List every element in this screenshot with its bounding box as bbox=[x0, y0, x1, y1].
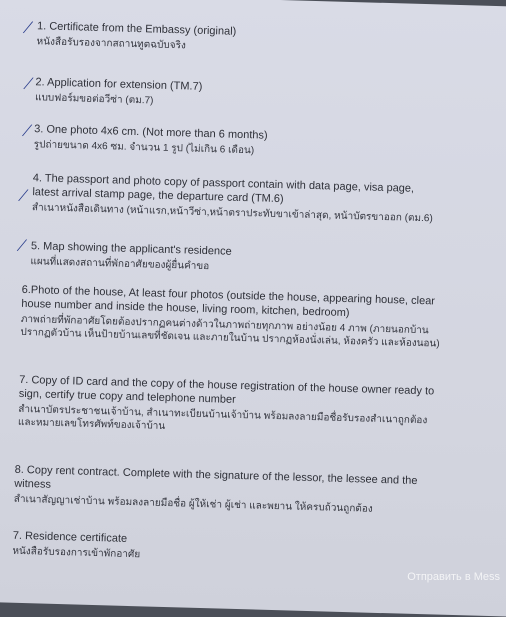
list-item-3 bbox=[34, 122, 445, 162]
item-6-english: 6.Photo of the house, At least four photos (outside the house, appearing house, clear house number and inside the house, living room, kitchen, bedroom) bbox=[21, 283, 442, 323]
item-4-thai: สำเนาหนังสือเดินทาง (หน้าแรก,หน้าวีซ่า,หน้าตราประทับขาเข้าล่าสุด, หน้าบัตรขาออก (ตม.6) bbox=[32, 201, 442, 225]
list-item-9 bbox=[12, 529, 433, 570]
item-1-english: 1. Certificate from the Embassy (original) bbox=[37, 19, 447, 44]
list-item-5 bbox=[30, 239, 441, 279]
item-2-thai: แบบฟอร์มขอต่อวีซ่า (ตม.7) bbox=[35, 91, 445, 115]
item-8-thai: สำเนาสัญญาเช่าบ้าน พร้อมลงลายมือชื่อ ผู้ให้เช่า ผู้เช่า และพยาน ให้ครบถ้วนถูกต้อง bbox=[14, 493, 436, 518]
item-7-thai: สำเนาบัตรประชาชนเจ้าบ้าน, สำเนาทะเบียนบ้านเจ้าบ้าน พร้อมลงลายมือชื่อรับรองสำเนาถูกต้อง และหมายเลขโทรศัพท์ของเจ้าบ้าน bbox=[18, 403, 439, 441]
item-7-english: 7. Copy of ID card and the copy of the house registration of the house owner ready to sign, certify true copy and telephone number bbox=[19, 373, 440, 413]
item-4-english: 4. The passport and photo copy of passport contain with data page, visa page, latest arrival stamp page, the departure card (TM.6) bbox=[32, 171, 443, 210]
item-3-thai: รูปถ่ายขนาด 4x6 ซม. จำนวน 1 รูป (ไม่เกิน 6 เดือน) bbox=[34, 138, 444, 162]
item-5-thai: แผนที่แสดงสถานที่พักอาศัยของผู้ยื่นคำขอ bbox=[30, 255, 440, 279]
list-item-1 bbox=[36, 19, 447, 59]
list-item-2 bbox=[35, 75, 446, 115]
list-item-8 bbox=[14, 463, 437, 518]
list-item-4 bbox=[32, 171, 443, 225]
list-item-7 bbox=[18, 373, 439, 441]
item-9-english: 7. Residence certificate bbox=[13, 529, 433, 555]
item-8-english: 8. Copy rent contract. Complete with the signature of the lessor, the lessee and the witness bbox=[14, 463, 437, 503]
item-5-english: 5. Map showing the applicant's residence bbox=[31, 239, 441, 264]
item-3-english: 3. One photo 4x6 cm. (Not more than 6 months) bbox=[34, 122, 444, 147]
list-item-6 bbox=[20, 283, 441, 351]
item-1-thai: หนังสือรับรองจากสถานทูตฉบับจริง bbox=[36, 35, 446, 59]
send-to-messenger-watermark[interactable]: Отправить в Mess bbox=[407, 571, 500, 583]
item-9-thai: หนังสือรับรองการเข้าพักอาศัย bbox=[12, 545, 432, 570]
item-6-thai: ภาพถ่ายที่พักอาศัยโดยต้องปรากฏคนต่างด้าวในภาพถ่ายทุกภาพ อย่างน้อย 4 ภาพ (ภายนอกบ้าน ปรากฏตัวบ้าน เห็นป้ายบ้านเลขที่ชัดเจน และภายในบ้าน ปรากฏห้องนั่งเล่น, ห้องครัว และห้องนอน) bbox=[20, 313, 441, 351]
item-2-english: 2. Application for extension (TM.7) bbox=[35, 75, 445, 100]
